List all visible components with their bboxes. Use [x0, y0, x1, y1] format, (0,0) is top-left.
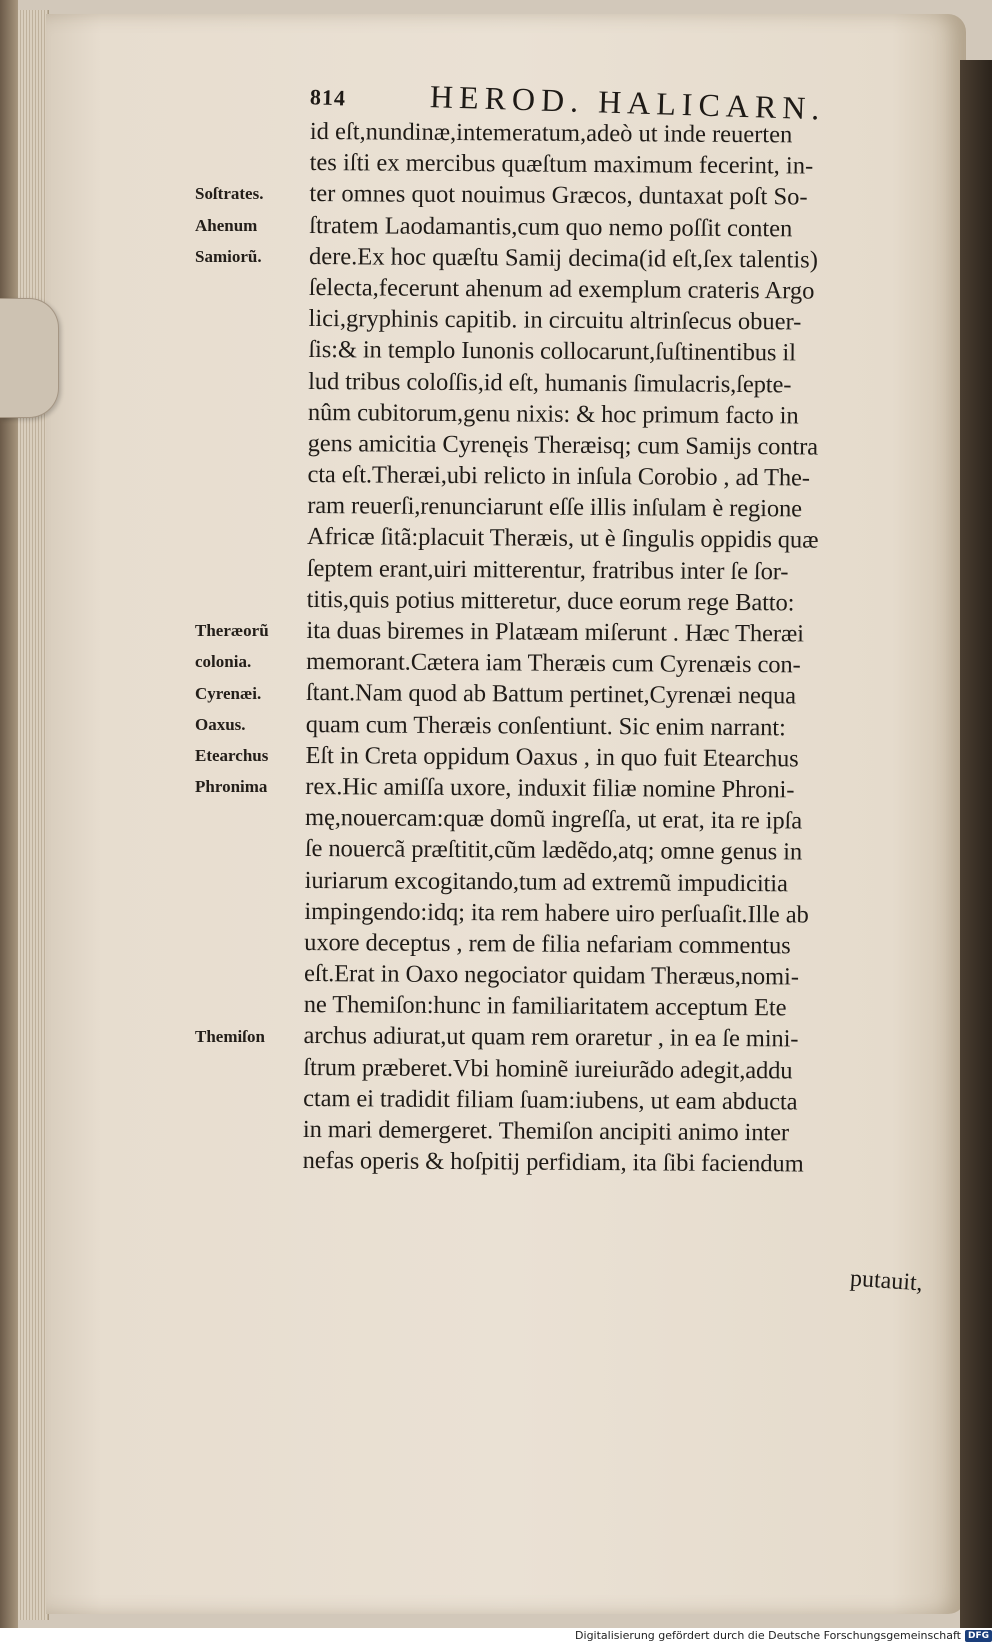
text-line: dere.Ex hoc quæſtu Samij decima(id eſt,ſex talentis) [308, 242, 819, 274]
text-line: uxore deceptus , rem de filia nefariam commentus [304, 928, 791, 960]
margin-note: Phronima [195, 777, 268, 797]
margin-note: Theræorũ [195, 621, 269, 641]
margin-note: Etearchus [195, 746, 269, 765]
text-line: Eſt in Creta oppidum Oaxus , in quo fuit Etearchus [305, 741, 799, 773]
dfg-logo: DFG [965, 1630, 992, 1642]
text-line: ſtrum præberet.Vbi hominẽ iureiurãdo adegit,addu [303, 1053, 793, 1085]
body-text [303, 116, 910, 1181]
text-line: ctam ei tradidit filiam ſuam:iubens, ut eam abducta [303, 1084, 798, 1116]
text-line: gens amicitia Cyrenęis Theræisq; cum Samijs contra [307, 429, 819, 461]
page-edges [18, 10, 49, 1620]
text-line: ſtratem Laodamantis,cum quo nemo poſſit conten [309, 211, 793, 242]
running-title: HEROD. HALICARN. [429, 78, 826, 127]
text-line: eſt.Erat in Oaxo negociator quidam Theræus,nomi- [303, 960, 799, 991]
text-line: ſelecta,fecerunt ahenum ad exemplum crateris Argo [308, 273, 815, 305]
text-line: mę,nouercam:quæ domũ ingreſſa, ut erat, ita re ipſa [305, 804, 803, 835]
text-line: nûm cubitorum,genu nixis: & hoc primum facto in [307, 398, 799, 430]
catchword: putauit, [849, 1265, 924, 1297]
book-gutter [0, 0, 18, 1628]
text-line: ter omnes quot nouimus Græcos, duntaxat poſt So- [309, 180, 808, 211]
text-line: in mari demergeret. Themiſon ancipiti animo inter [302, 1115, 790, 1147]
text-line: archus adiurat,ut quam rem oraretur , in ea ſe mini- [303, 1022, 799, 1053]
text-line: ſe nouercã præſtitit,cũm lædẽdo,atq; omne genus in [304, 835, 803, 866]
text-line: ram reuerſi,renunciarunt eſſe illis inſulam è regione [307, 492, 803, 523]
text-line: ſeptem erant,uiri mitterentur, fratribus inter ſe ſor- [306, 554, 789, 585]
text-line: id eſt,nundinæ,intemeratum,adeò ut inde reuerten [309, 117, 793, 149]
page-shadow [960, 60, 992, 1628]
margin-note: Cyrenæi. [195, 683, 262, 703]
margin-note: colonia. [195, 652, 252, 672]
text-line: rex.Hic amiſſa uxore, induxit filiæ nomine Phroni- [305, 772, 795, 804]
page-clip [0, 298, 59, 418]
text-line: quam cum Theræis conſentiunt. Sic enim narrant: [305, 710, 786, 741]
text-line: tes iſti ex mercibus quæſtum maximum fecerint, in- [309, 149, 814, 180]
margin-note: Soſtrates. [195, 184, 264, 204]
text-line: cta eſt.Theræi,ubi relicto in inſula Corobio , ad The- [307, 461, 810, 492]
text-line: memorant.Cætera iam Theræis cum Cyrenæis con- [306, 648, 801, 679]
digitization-footer [575, 1628, 992, 1643]
text-line: lud tribus coloſſis,id eſt, humanis ſimulacris,ſepte- [308, 367, 792, 398]
text-line: iuriarum excogitando,tum ad extremũ impudicitia [304, 866, 788, 897]
folio-number: 814 [309, 84, 347, 111]
text-line: ne Themiſon:hunc in familiaritatem acceptum Ete [303, 991, 787, 1022]
text-line: Africæ ſitã:placuit Theræis, ut è ſingulis oppidis quæ [306, 523, 819, 554]
footer-text: Digitalisierung gefördert durch die Deutsche Forschungsgemeinschaft [575, 1629, 961, 1642]
margin-note: Ahenum [195, 215, 258, 235]
text-line: ſis:& in templo Iunonis collocarunt,ſuſtinentibus il [308, 336, 796, 367]
margin-note: Oaxus. [195, 714, 246, 734]
text-line: ita duas biremes in Platæam miſerunt . Hæc Theræi [306, 616, 804, 648]
margin-note: Samiorũ. [195, 246, 262, 266]
text-line: impingendo:idq; ita rem habere uiro perſuaſit.Ille ab [304, 897, 809, 929]
text-line: nefas operis & hoſpitij perfidiam, ita ſibi faciendum [302, 1147, 804, 1178]
text-line: titis,quis potius mitteretur, duce eorum rege Batto: [306, 585, 795, 617]
text-line: ſtant.Nam quod ab Battum pertinet,Cyrenæi nequa [305, 679, 797, 710]
margin-note: Themiſon [195, 1026, 265, 1046]
text-line: lici,gryphinis capitib. in circuitu altrinſecus obuer- [308, 305, 802, 336]
